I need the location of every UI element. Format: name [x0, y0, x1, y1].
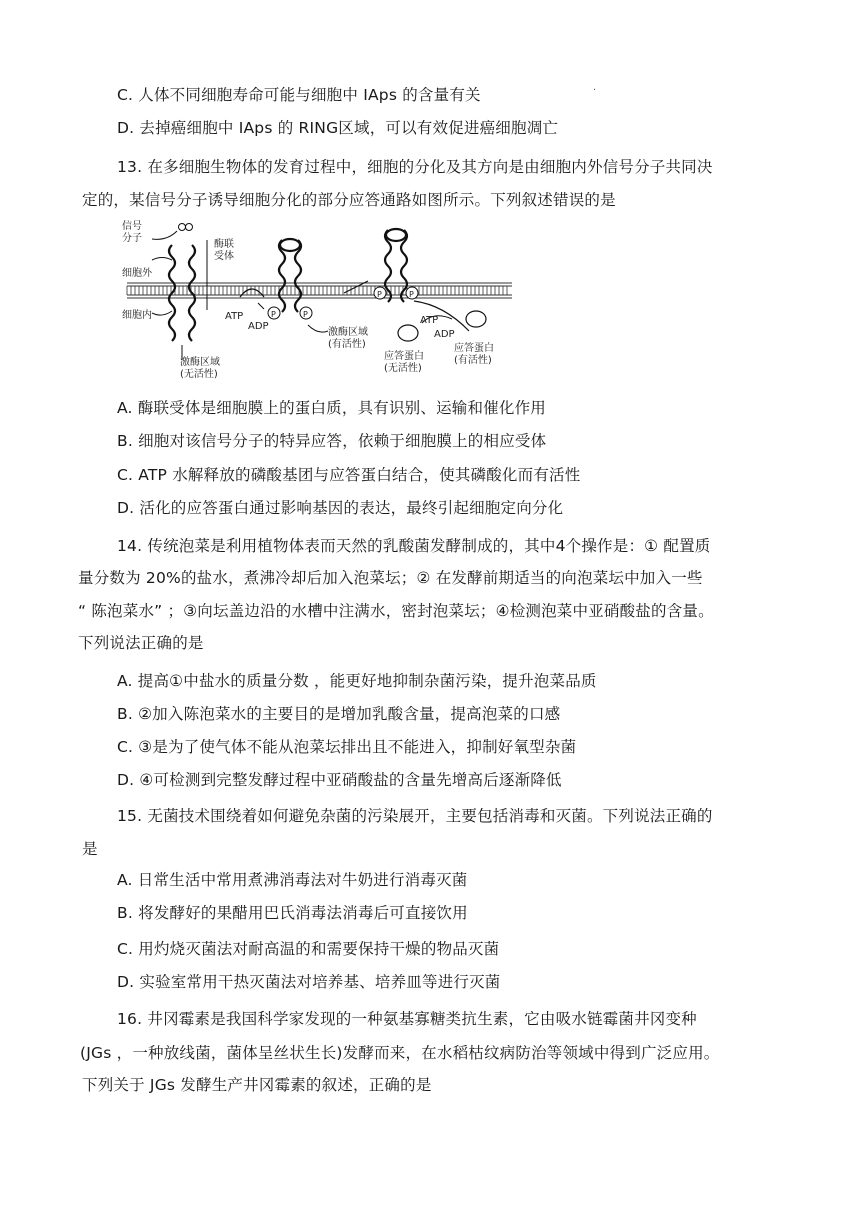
label-response-active-2: (有活性) — [454, 355, 492, 366]
q15-option-d: D. 实验室常用干热灭菌法对培养基、培养皿等进行灭菌 — [117, 973, 501, 991]
label-receptor-1: 酶联 — [214, 239, 234, 250]
label-signal-2: 分子 — [122, 233, 142, 244]
label-receptor-2: 受体 — [214, 251, 234, 262]
q16-stem-line-3: 下列关于 JGs 发酵生产井冈霉素的叙述，正确的是 — [82, 1076, 432, 1094]
q14-option-c: C. ③是为了使气体不能从泡菜坛排出且不能进入，抑制好氧型杂菌 — [117, 738, 577, 756]
q14-option-a: A. 提高①中盐水的质量分数 ，能更好地抑制杂菌污染，提升泡菜品质 — [117, 672, 597, 690]
label-adp-1: ADP — [248, 321, 269, 332]
q13-option-d: D. 活化的应答蛋白通过影响基因的表达，最终引起细胞定向分化 — [117, 499, 564, 517]
membrane-heads — [127, 286, 507, 295]
label-p-3: P — [377, 290, 382, 299]
cell-membrane — [127, 283, 512, 298]
receptor-dimer-active — [279, 239, 301, 312]
label-atp-1: ATP — [225, 311, 244, 322]
label-kinase-active-1: 激酶区域 — [328, 327, 368, 338]
q14-option-d: D. ④可检测到完整发酵过程中亚硝酸盐的含量先增高后逐渐降低 — [117, 771, 562, 789]
q13-signal-pathway-figure — [122, 215, 522, 385]
q15-option-b: B. 将发酵好的果醋用巴氏消毒法消毒后可直接饮用 — [117, 904, 468, 922]
stray-dot: · — [593, 85, 597, 96]
q15-option-c: C. 用灼烧灭菌法对耐高温的和需要保持干燥的物品灭菌 — [117, 940, 500, 958]
label-response-inactive-1: 应答蛋白 — [384, 351, 424, 362]
label-response-active-1: 应答蛋白 — [454, 343, 494, 354]
q14-stem-line-1: 14. 传统泡菜是利用植物体表而天然的乳酸菌发酵制成的，其中4个操作是：① 配置质 — [117, 537, 711, 555]
q14-stem-line-3: “ 陈泡菜水” ；③向坛盖边沿的水槽中注满水，密封泡菜坛；④检测泡菜中亚硝酸盐的含量。 — [78, 602, 714, 620]
q15-option-a: A. 日常生活中常用煮沸消毒法对牛奶进行消毒灭菌 — [117, 871, 468, 889]
q13-option-c: C. ATP 水解释放的磷酸基团与应答蛋白结合，使其磷酸化而有活性 — [117, 466, 581, 484]
q13-stem-line-2: 定的，某信号分子诱导细胞分化的部分应答通路如图所示。下列叙述错误的是 — [82, 191, 616, 209]
q15-stem-line-1: 15. 无菌技术围绕着如何避免杂菌的污染展开，主要包括消毒和灭菌。下列说法正确的 — [117, 807, 713, 825]
q16-stem-line-1: 16. 井冈霉素是我国科学家发现的一种氨基寡糖类抗生素，它由吸水链霉菌井冈变种 — [117, 1010, 697, 1028]
label-adp-2: ADP — [434, 329, 455, 340]
q13-option-a: A. 酶联受体是细胞膜上的蛋白质，具有识别、运输和催化作用 — [117, 399, 546, 417]
label-atp-2: ATP — [420, 315, 439, 326]
q12-option-d: D. 去掉癌细胞中 IAps 的 RING区域，可以有效促进癌细胞凋亡 — [117, 119, 559, 137]
q13-stem-line-1: 13. 在多细胞生物体的发育过程中，细胞的分化及其方向是由细胞内外信号分子共同决 — [117, 158, 713, 176]
q14-stem-line-2: 量分数为 20%的盐水，煮沸冷却后加入泡菜坛；② 在发酵前期适当的向泡菜坛中加入一些 — [78, 569, 703, 587]
signal-molecule — [152, 224, 193, 240]
q13-option-b: B. 细胞对该信号分子的特异应答，依赖于细胞膜上的相应受体 — [117, 432, 547, 450]
receptor-dimer-with-response — [385, 229, 407, 302]
q14-option-b: B. ②加入陈泡菜水的主要目的是增加乳酸含量，提高泡菜的口感 — [117, 705, 561, 723]
label-kinase-inactive-1: 激酶区域 — [180, 357, 220, 368]
receptor-pair-inactive — [169, 245, 195, 341]
q14-stem-line-4: 下列说法正确的是 — [78, 634, 204, 652]
q12-option-c: C. 人体不同细胞寿命可能与细胞中 IAps 的含量有关 — [117, 86, 481, 104]
label-p-2: P — [303, 310, 308, 319]
q16-stem-line-2: (JGs ，一种放线菌，菌体呈丝状生长)发酵而来，在水稻枯纹病防治等领域中得到广泛应用。 — [80, 1044, 720, 1062]
label-p-4: P — [409, 290, 414, 299]
q15-stem-line-2: 是 — [82, 840, 98, 858]
label-p-1: P — [271, 310, 276, 319]
label-kinase-inactive-2: (无活性) — [180, 369, 218, 380]
label-signal-1: 信号 — [122, 221, 142, 232]
label-inside: 细胞内 — [122, 310, 152, 321]
label-response-inactive-2: (无活性) — [384, 363, 422, 374]
label-outside: 细胞外 — [122, 268, 152, 279]
label-kinase-active-2: (有活性) — [328, 339, 366, 350]
